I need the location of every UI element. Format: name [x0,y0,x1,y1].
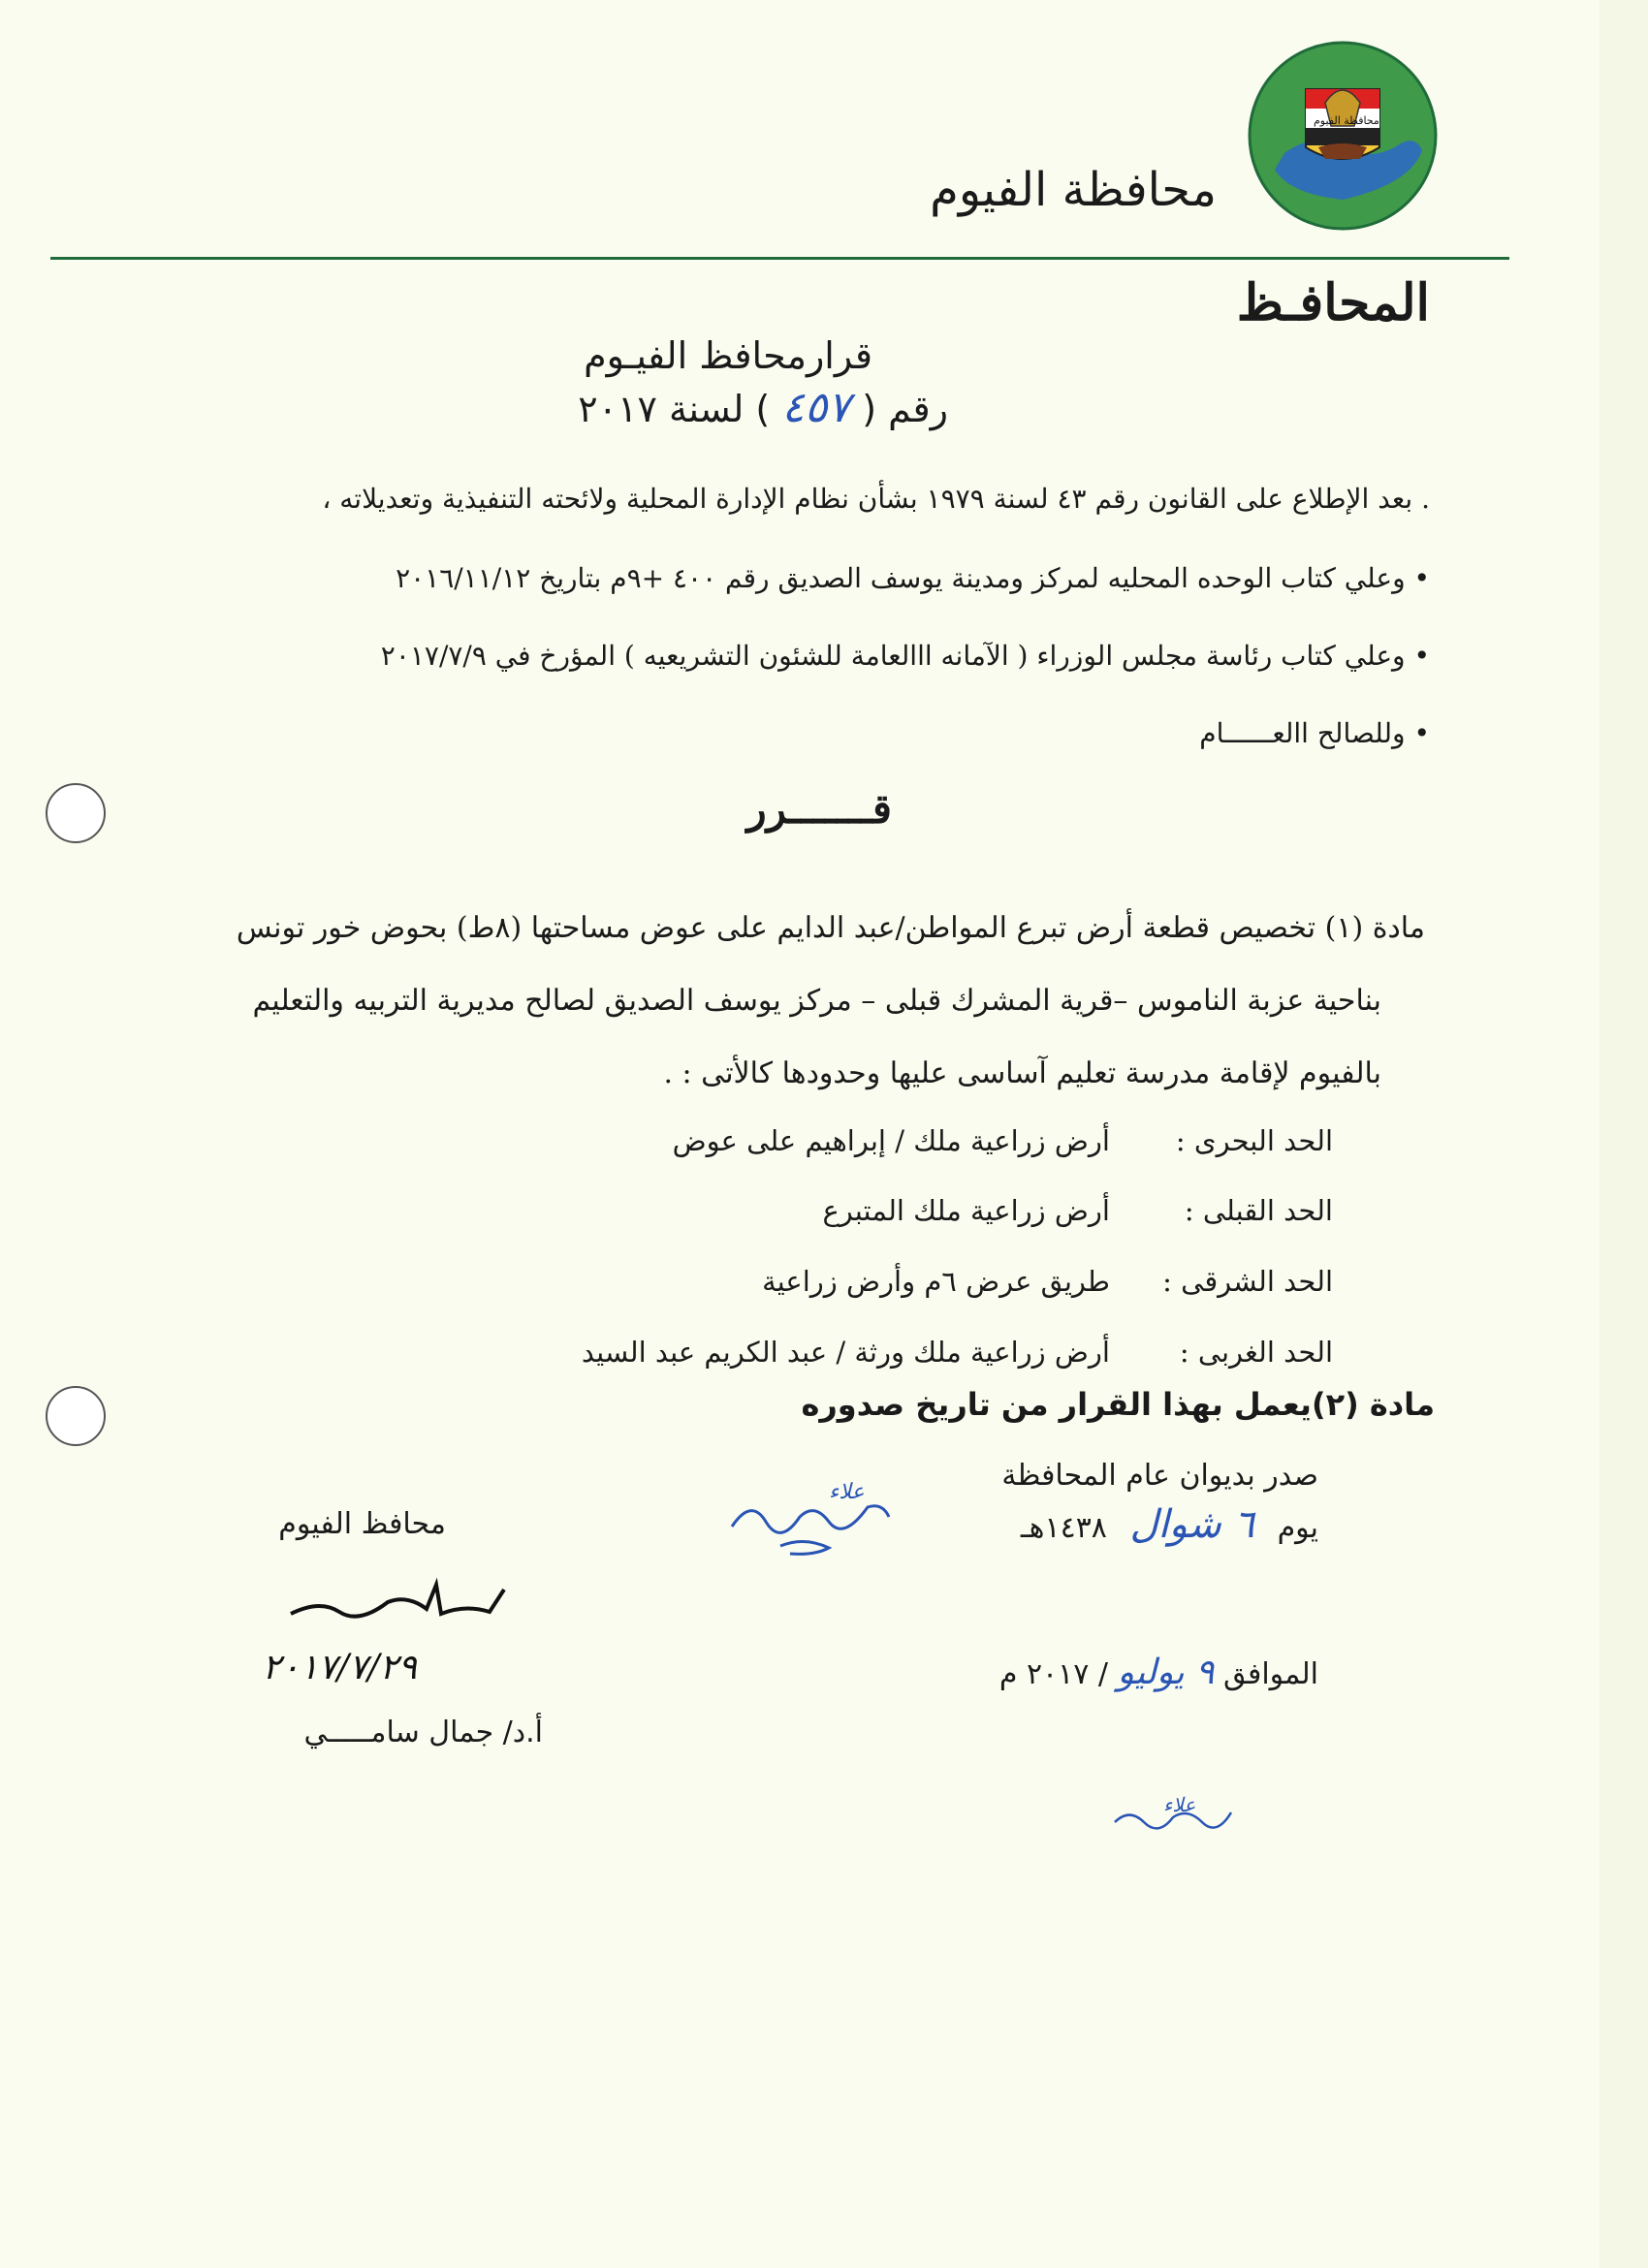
decree-number-prefix: رقم ( [862,388,948,430]
signatory-title: محافظ الفيوم [278,1507,446,1541]
article-1-line-2: بناحية عزبة الناموس –قرية المشرك قبلى – مركز يوسف الصديق لصالح مديرية التربيه والتعليم [252,984,1381,1018]
issued-hijri-year: ١٤٣٨هـ [1020,1511,1107,1545]
article-2: مادة (٢)يعمل بهذا القرار من تاريخ صدوره [801,1386,1435,1423]
issued-greg-label: الموافق [1222,1657,1318,1691]
handwritten-initials-top [722,1478,897,1565]
governorate-logo [1246,39,1440,233]
boundary-south-value: أرض زراعية ملك المتبرع [822,1194,1110,1227]
signatory-name: أ.د/ جمال سامـــــي [303,1716,543,1749]
preamble-line-2: • وعلي كتاب الوحده المحليه لمركز ومدينة يوسف الصديق رقم ٤٠٠ +٩م بتاريخ ٢٠١٦/١١/١٢ [396,562,1430,594]
boundary-north-label: الحد البحرى : [1175,1124,1333,1157]
issued-greg-line [999,1653,1318,1692]
handwritten-initials-bottom [1105,1793,1241,1851]
issued-line: صدر بديوان عام المحافظة [1001,1459,1318,1493]
logo-text: محافظة الفيوم [1314,114,1379,127]
boundary-east-label: الحد الشرقى : [1162,1265,1333,1298]
issued-hijri-handwritten: ٦ شوال [1129,1502,1255,1547]
issued-day-label: يوم [1277,1511,1318,1545]
office-title: المحافـظ [1236,273,1430,332]
decides-heading: قـــــــرر [746,785,892,833]
preamble-line-3: • وعلي كتاب رئاسة مجلس الوزراء ( الآمانه ااالعامة للشئون التشريعيه ) المؤرخ في ٢٠١٧/٧/٩ [380,640,1430,672]
boundary-south-label: الحد القبلى : [1184,1194,1333,1227]
boundary-west-value: أرض زراعية ملك ورثة / عبد الكريم عبد السيد [581,1336,1110,1369]
preamble-line-1: . بعد الإطلاع على القانون رقم ٤٣ لسنة ١٩٧٩ بشأن نظام الإدارة المحلية ولائحته التنفيذية وتعديلاته ، [322,483,1430,515]
decree-number-suffix: ) لسنة ٢٠١٧ [578,388,771,430]
boundary-east-value: طريق عرض ٦م وأرض زراعية [762,1265,1110,1298]
signature-date: ٢٠١٧/٧/٢٩ [262,1648,417,1687]
issued-greg-handwritten: ٩ يوليو [1117,1653,1215,1692]
boundary-west-label: الحد الغربى : [1179,1336,1333,1369]
issued-hijri-line [1021,1502,1318,1547]
boundary-north-value: أرض زراعية ملك / إبراهيم على عوض [672,1124,1110,1157]
note-top: علاء [829,1480,865,1504]
issued-greg-year: / ٢٠١٧ م [998,1657,1109,1691]
preamble-line-4: • وللصالح االعــــــام [1199,717,1430,749]
punch-hole-bottom [46,1386,106,1446]
signature [281,1575,533,1643]
decree-number: ٤٥٧ [781,383,851,432]
governorate-name: محافظة الفيوم [930,163,1217,217]
header-rule [50,257,1509,260]
decree-title: قرارمحافظ الفيـوم [584,334,872,377]
punch-hole-top [46,783,106,843]
note-bottom: علاء [1163,1793,1196,1816]
decree-number-line [578,383,948,432]
article-1-line-1: مادة (١) تخصيص قطعة أرض تبرع المواطن/عبد الدايم على عوض مساحتها (٨ط) بحوض خور تونس [236,911,1425,945]
article-1-line-3: بالفيوم لإقامة مدرسة تعليم آساسى عليها وحدودها كالأتى : . [663,1056,1381,1090]
